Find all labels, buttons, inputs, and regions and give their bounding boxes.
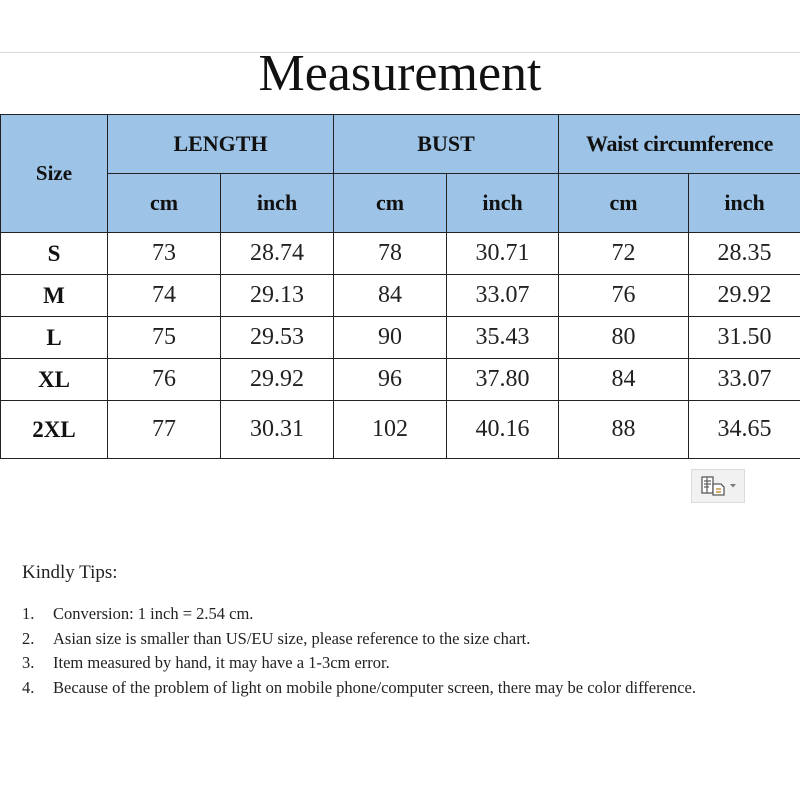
- measure-cell: 77: [108, 401, 221, 459]
- measure-cell: 74: [108, 275, 221, 317]
- unit-header: inch: [221, 174, 334, 233]
- measure-cell: 29.53: [221, 317, 334, 359]
- paste-options-icon: [700, 475, 726, 497]
- unit-header: inch: [689, 174, 800, 233]
- tip-text: Conversion: 1 inch = 2.54 cm.: [53, 604, 254, 623]
- tip-item: [22, 676, 792, 701]
- measure-cell: 76: [108, 359, 221, 401]
- tip-item: [22, 602, 792, 627]
- tip-number: 3.: [22, 653, 35, 672]
- size-chart-table: [0, 114, 800, 459]
- paste-options-button[interactable]: [691, 469, 745, 503]
- table-row: [1, 233, 800, 275]
- waist-header: Waist circumference: [559, 115, 800, 174]
- measure-cell: 76: [559, 275, 689, 317]
- measure-cell: 75: [108, 317, 221, 359]
- table-row: [1, 275, 800, 317]
- tip-item: [22, 651, 792, 676]
- tip-number: 4.: [22, 677, 35, 697]
- measure-cell: 28.74: [221, 233, 334, 275]
- measure-cell: 30.31: [221, 401, 334, 459]
- measure-cell: 29.92: [689, 275, 800, 317]
- measure-cell: 33.07: [689, 359, 800, 401]
- measure-cell: 90: [334, 317, 447, 359]
- tip-text: Item measured by hand, it may have a 1-3cm error.: [53, 653, 390, 672]
- unit-header: cm: [559, 174, 689, 233]
- measure-cell: 35.43: [447, 317, 559, 359]
- measure-cell: 34.65: [689, 401, 800, 459]
- measure-cell: 29.92: [221, 359, 334, 401]
- tip-text: Asian size is smaller than US/EU size, please reference to the size chart.: [53, 628, 531, 648]
- tips-list: [22, 602, 792, 700]
- measure-cell: 102: [334, 401, 447, 459]
- measure-cell: 78: [334, 233, 447, 275]
- size-cell: S: [1, 233, 108, 275]
- unit-header: cm: [334, 174, 447, 233]
- measure-cell: 31.50: [689, 317, 800, 359]
- measure-cell: 40.16: [447, 401, 559, 459]
- unit-header-row: [1, 174, 800, 233]
- measure-cell: 84: [334, 275, 447, 317]
- measure-cell: 73: [108, 233, 221, 275]
- measure-cell: 33.07: [447, 275, 559, 317]
- measure-cell: 37.80: [447, 359, 559, 401]
- unit-header: cm: [108, 174, 221, 233]
- table-row: [1, 317, 800, 359]
- tips-title: Kindly Tips:: [22, 562, 118, 583]
- length-header: LENGTH: [108, 115, 334, 174]
- measure-cell: 80: [559, 317, 689, 359]
- size-cell: M: [1, 275, 108, 317]
- tip-text: Because of the problem of light on mobile phone/computer screen, there may be color difference.: [53, 677, 696, 697]
- measure-cell: 30.71: [447, 233, 559, 275]
- tip-number: 1.: [22, 604, 35, 623]
- size-cell: 2XL: [1, 401, 108, 459]
- size-cell: L: [1, 317, 108, 359]
- tip-item: [22, 627, 792, 652]
- chevron-down-icon: [729, 483, 737, 489]
- measure-cell: 28.35: [689, 233, 800, 275]
- size-header: Size: [1, 115, 108, 233]
- table-row: [1, 401, 800, 459]
- measure-cell: 84: [559, 359, 689, 401]
- measure-cell: 88: [559, 401, 689, 459]
- kindly-tips: [22, 562, 792, 700]
- unit-header: inch: [447, 174, 559, 233]
- tip-number: 2.: [22, 628, 35, 648]
- page-title: Measurement: [258, 45, 542, 102]
- measure-cell: 96: [334, 359, 447, 401]
- measure-cell: 29.13: [221, 275, 334, 317]
- size-cell: XL: [1, 359, 108, 401]
- bust-header: BUST: [334, 115, 559, 174]
- group-header-row: [1, 115, 800, 174]
- measure-cell: 72: [559, 233, 689, 275]
- table-row: [1, 359, 800, 401]
